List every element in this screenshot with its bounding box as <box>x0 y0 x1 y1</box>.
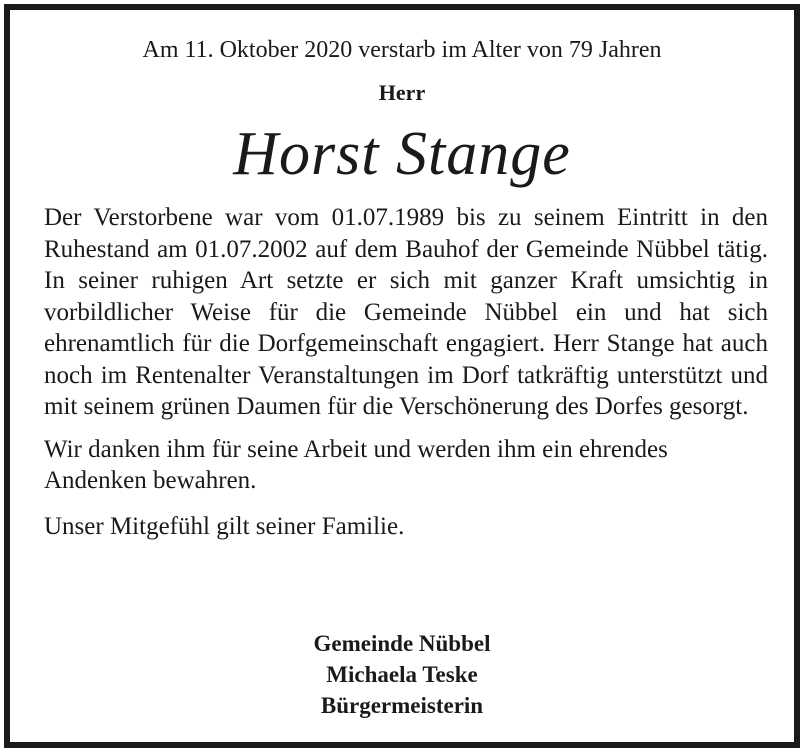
paragraph-sympathy: Unser Mitgefühl gilt seiner Familie. <box>44 512 405 540</box>
salutation: Herr <box>378 80 426 105</box>
deceased-name: Horst Stange <box>233 120 571 188</box>
death-announcement-line: Am 11. Oktober 2020 verstarb im Alter von 79 Jahren <box>142 37 662 63</box>
signature-organization: Gemeinde Nübbel <box>313 631 491 656</box>
paragraph-career: Der Verstorbene war vom 01.07.1989 bis zu seinem Eintritt in den Ruhestand am 01.07.2002 auf dem Bauhof der Gemeinde Nübbel tätig. In seiner ruhigen Art setzte er sich mit ganzer Kraft umsichtig in vorbildlicher Weise für die Gemeinde Nübbel ein und hat sich ehrenamtlich für die Dorfgemeinschaft engagiert. Herr Stange hat auch noch im Rentenalter Veranstaltungen im Dorf tatkräftig unterstützt und mit seinem grünen Daumen für die Verschönerung des Dorfes gesorgt. <box>44 204 768 420</box>
signature-title: Bürgermeisterin <box>320 693 484 718</box>
paragraph-thanks: Wir danken ihm für seine Arbeit und werden ihm ein ehrendes Andenken bewahren. <box>44 435 668 494</box>
signature-block <box>10 628 794 721</box>
signature-person: Michaela Teske <box>326 662 478 687</box>
obituary-frame <box>4 4 800 748</box>
obituary-body <box>44 202 768 542</box>
